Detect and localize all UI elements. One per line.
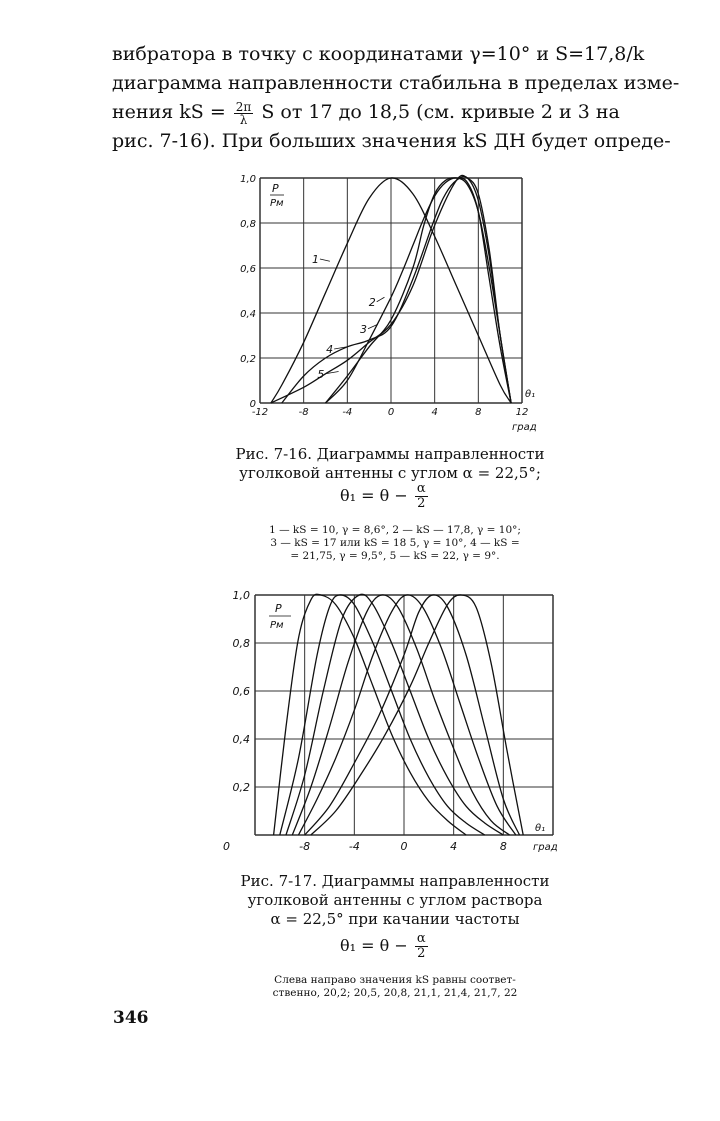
- paragraph-line-3: [112, 98, 698, 127]
- figure-7-17-formula-numerator: α: [416, 931, 426, 946]
- series-line-1: [274, 594, 467, 835]
- y-axis-label-numerator: P: [272, 182, 279, 195]
- y-tick-label: 1,0: [232, 589, 250, 602]
- figure-7-16-legend-line-3: = 21,75, γ = 9,5°, 5 — kS = 22, γ = 9°.: [290, 550, 500, 562]
- figure-7-17-chart: [222, 585, 565, 870]
- figure-7-16-caption: [215, 445, 565, 483]
- series-line-4: [282, 176, 511, 403]
- figure-7-16-chart: [225, 165, 555, 435]
- x-axis-name: θ₁: [525, 389, 536, 400]
- figure-7-16-formula: [340, 482, 430, 511]
- y-axis-label-denominator: Pм: [270, 198, 284, 209]
- figure-7-17-formula-fraction: [415, 932, 428, 961]
- figure-7-16-caption-line-2: уголковой антенны с углом α = 22,5°;: [239, 464, 541, 482]
- figure-7-17-formula: [340, 932, 430, 961]
- paragraph-line-2: диаграмма направленности стабильна в пределах изме-: [112, 72, 680, 94]
- y-tick-label: 0,6: [232, 685, 250, 698]
- curve-number-label: 3: [359, 322, 367, 336]
- y-axis-label-denominator: Pм: [270, 620, 284, 631]
- figure-7-17-formula-denominator: 2: [417, 946, 426, 961]
- figure-7-16-caption-line-1: Рис. 7-16. Диаграммы направленности: [235, 445, 545, 463]
- y-tick-label: 0: [249, 399, 256, 410]
- x-axis-unit: град: [533, 842, 558, 853]
- y-tick-label: 0,6: [240, 264, 256, 275]
- y-tick-label: 0,2: [240, 354, 256, 365]
- page-number: 346: [113, 1008, 149, 1028]
- curve-number-label: 5: [317, 367, 325, 381]
- figure-7-17-note: [215, 974, 575, 1000]
- curve-number-label: 4: [326, 343, 334, 356]
- x-tick-label: 4: [450, 840, 458, 853]
- x-tick-label: 0: [387, 407, 395, 418]
- figure-7-16-legend-line-1: 1 — kS = 10, γ = 8,6°, 2 — kS — 17,8, γ = 10°;: [269, 524, 521, 536]
- figure-7-17-caption-line-2: уголковой антенны с углом раствора: [247, 891, 543, 909]
- y-axis-label-numerator: P: [275, 602, 282, 615]
- x-tick-label: -4: [348, 840, 360, 853]
- y-tick-label: 1,0: [240, 174, 256, 185]
- paragraph-fraction: [234, 101, 254, 126]
- x-tick-label: 12: [515, 407, 529, 418]
- figure-7-17-note-line-2: ственно, 20,2; 20,5, 20,8, 21,1, 21,4, 21,7, 22: [272, 987, 518, 999]
- y-tick-label: 0,2: [232, 781, 250, 794]
- paragraph-fraction-denominator: λ: [239, 112, 248, 127]
- figure-7-16-legend-line-2: 3 — kS = 17 или kS = 18 5, γ = 10°, 4 — kS =: [270, 537, 520, 549]
- figure-7-17-caption: [215, 872, 575, 929]
- figure-7-16-formula-denominator: 2: [417, 496, 426, 511]
- series-line-3: [286, 594, 503, 835]
- body-paragraph: [112, 40, 698, 156]
- x-tick-label: 0: [400, 840, 408, 853]
- figure-7-17-formula-left: θ₁ = θ −: [340, 936, 408, 955]
- x-tick-label: -12: [251, 407, 269, 418]
- figure-7-17-note-line-1: Слева направо значения kS равны соответ-: [274, 974, 516, 986]
- curve-number-label: 1: [311, 253, 319, 266]
- series-line-7: [311, 595, 523, 835]
- paragraph-line-4: рис. 7-16). При больших значения kS ДН будет опреде-: [112, 130, 671, 152]
- x-tick-label: -4: [342, 407, 353, 418]
- x-tick-label: -8: [298, 407, 309, 418]
- x-tick-label: -8: [299, 840, 311, 853]
- paragraph-line-3-end: S от 17 до 18,5 (см. кривые 2 и 3 на: [261, 101, 620, 123]
- curve-leader-line: [377, 297, 385, 302]
- y-tick-label: 0,4: [240, 309, 256, 320]
- x-axis-unit: град: [512, 422, 537, 433]
- y-tick-label: 0,8: [232, 637, 250, 650]
- y-tick-label: 0,4: [232, 733, 250, 746]
- paragraph-line-1: вибратора в точку с координатами γ=10° и S=17,8/k: [112, 43, 645, 65]
- figure-7-17-caption-line-1: Рис. 7-17. Диаграммы направленности: [240, 872, 550, 890]
- figure-7-16-formula-numerator: α: [416, 481, 426, 496]
- x-tick-label: 8: [499, 840, 507, 853]
- paragraph-line-3-start: нения kS =: [112, 101, 226, 123]
- figure-7-16-formula-left: θ₁ = θ −: [340, 486, 408, 505]
- paragraph-fraction-numerator: 2π: [235, 99, 252, 114]
- series-line-6: [305, 595, 520, 835]
- curve-leader-line: [320, 259, 330, 261]
- y-tick-label: 0,8: [240, 219, 256, 230]
- figure-7-16-legend: [225, 524, 565, 563]
- x-axis-name: θ₁: [535, 823, 546, 834]
- figure-7-16-formula-fraction: [415, 482, 428, 511]
- x-tick-label: 4: [431, 407, 438, 418]
- figure-7-17-caption-line-3: α = 22,5° при качании частоты: [270, 910, 520, 928]
- x-tick-label: 8: [475, 407, 482, 418]
- curve-number-label: 2: [368, 295, 376, 309]
- x-tick-label: 0: [222, 840, 230, 853]
